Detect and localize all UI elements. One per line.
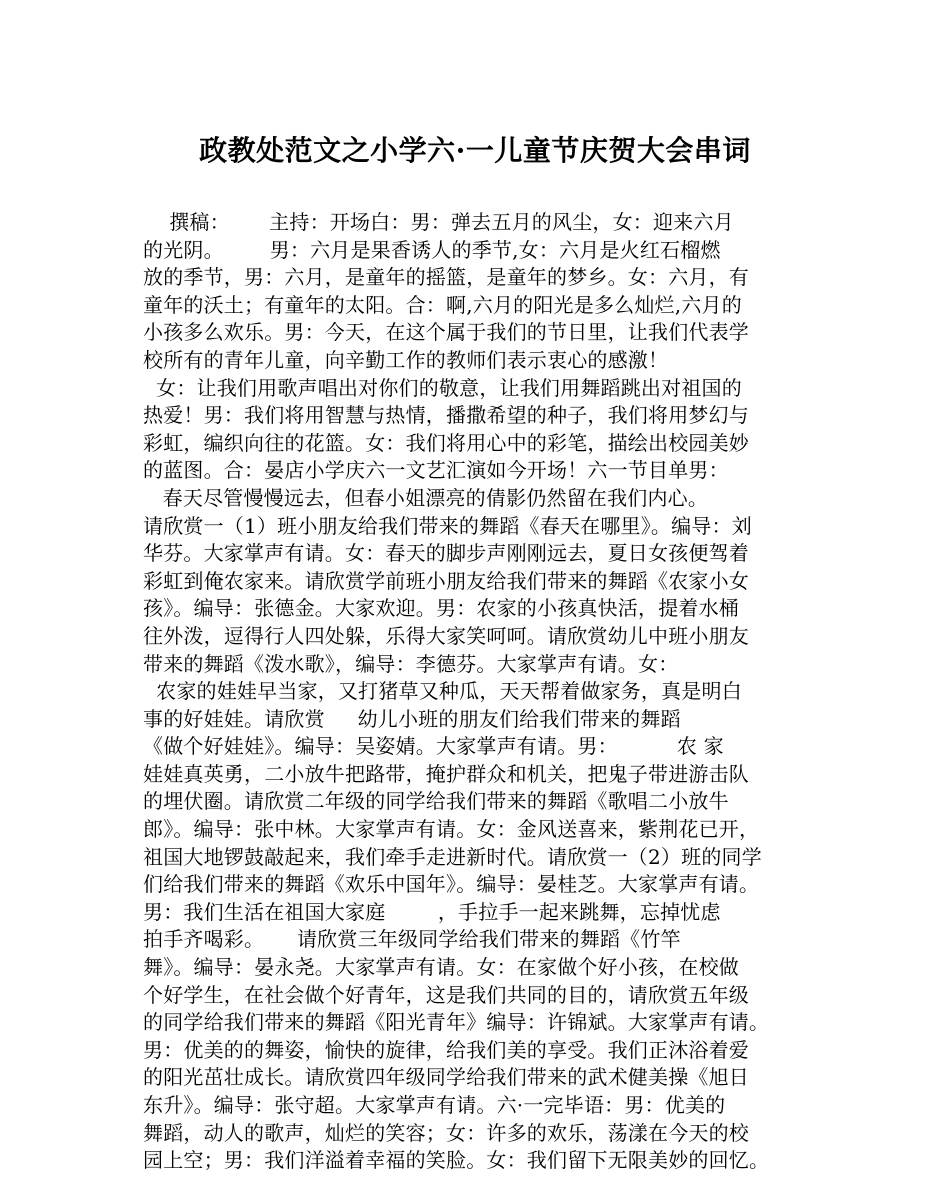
document-body: [143, 209, 823, 1175]
document-title: 政教处范文之小学六·一儿童节庆贺大会串词: [199, 134, 751, 167]
body-text-line: 郎》。编导：张中林。大家掌声有请。女：金风送喜来，紫荆花已开，: [143, 817, 760, 842]
body-text-line: 彩虹，编织向往的花篮。女：我们将用心中的彩笔，描绘出校园美妙: [143, 430, 749, 455]
body-text-line: 撰稿： 主持：开场白：男：弹去五月的风尘，女：迎来六月: [143, 210, 734, 234]
body-text-line: 舞蹈，动人的歌声，灿烂的笑容；女：许多的欢乐，荡漾在今天的校: [143, 1120, 749, 1145]
body-text-line: 舞》。编导：晏永尧。大家掌声有请。女：在家做个好小孩，在校做: [143, 955, 739, 980]
body-text-line: 农家的娃娃早当家，又打猪草又种瓜，天天帮着做家务，真是明白: [143, 679, 742, 704]
body-text-line: 放的季节，男：六月，是童年的摇篮，是童年的梦乡。女：六月，有: [143, 265, 749, 290]
body-text-line: 的蓝图。合：晏店小学庆六一文艺汇演如今开场！六一节目单男：: [143, 458, 729, 483]
body-text-line: 校所有的青年儿童，向辛勤工作的教师们表示衷心的感激！: [143, 347, 669, 372]
body-text-line: 带来的舞蹈《泼水歌》，编导：李德芬。大家掌声有请。女：: [143, 651, 679, 676]
body-text-line: 小孩多么欢乐。男：今天，在这个属于我们的节日里，让我们代表学: [143, 320, 749, 345]
body-text-line: 事的好娃娃。请欣赏 幼儿小班的朋友们给我们带来的舞蹈: [143, 706, 681, 731]
body-text-line: 男：优美的的舞姿，愉快的旋律，给我们美的享受。我们正沐浴着爱: [143, 1037, 749, 1062]
body-text-line: 祖国大地锣鼓敲起来，我们牵手走进新时代。请欣赏一（2）班的同学: [143, 844, 762, 869]
body-text-line: 东升》。编导：张守超。大家掌声有请。六·一完毕语：男：优美的: [143, 1093, 726, 1117]
body-text-line: 孩》。编导：张德金。大家欢迎。男：农家的小孩真快活，提着水桶: [143, 596, 739, 621]
body-text-line: 童年的沃土；有童年的太阳。合：啊,六月的阳光是多么灿烂,六月的: [143, 292, 742, 317]
body-text-line: 华芬。大家掌声有请。女：春天的脚步声刚刚远去，夏日女孩便驾着: [143, 541, 749, 566]
body-text-line: 女：让我们用歌声唱出对你们的敬意，让我们用舞蹈跳出对祖国的: [143, 375, 742, 400]
body-text-line: 请欣赏一（1）班小朋友给我们带来的舞蹈《春天在哪里》。编导：刘: [143, 513, 752, 538]
body-text-line: 热爱！男：我们将用智慧与热情，播撒希望的种子，我们将用梦幻与: [143, 403, 749, 428]
body-text-line: 园上空；男：我们洋溢着幸福的笑脸。女：我们留下无限美妙的回忆。: [143, 1148, 770, 1173]
body-text-line: 个好学生，在社会做个好青年，这是我们共同的目的，请欣赏五年级: [143, 982, 749, 1007]
body-text-line: 的光阴。 男：六月是果香诱人的季节,女：六月是火红石榴燃: [143, 237, 721, 262]
body-text-line: 男：我们生活在祖国大家庭 ，手拉手一起来跳舞，忘掉忧虑: [143, 899, 721, 924]
body-text-line: 的同学给我们带来的舞蹈《阳光青年》编导：许锦斌。大家掌声有请。: [143, 1010, 770, 1035]
body-text-line: 们给我们带来的舞蹈《欢乐中国年》。编导：晏桂芝。大家掌声有请。: [143, 872, 760, 897]
body-text-line: 往外泼，逗得行人四处躲，乐得大家笑呵呵。请欣赏幼儿中班小朋友: [143, 623, 749, 648]
body-text-line: 的埋伏圈。请欣赏二年级的同学给我们带来的舞蹈《歌唱二小放牛: [143, 789, 729, 814]
body-text-line: 彩虹到俺农家来。请欣赏学前班小朋友给我们带来的舞蹈《农家小女: [143, 568, 749, 593]
body-text-line: 娃娃真英勇，二小放牛把路带，掩护群众和机关，把鬼子带进游击队: [143, 761, 749, 786]
body-text-line: 的阳光茁壮成长。请欣赏四年级同学给我们带来的武术健美操《旭日: [143, 1065, 749, 1090]
body-text-line: 《做个好娃娃》。编导：吴姿婧。大家掌声有请。男： 农 家: [143, 734, 724, 759]
body-text-line: 拍手齐喝彩。 请欣赏三年级同学给我们带来的舞蹈《竹竿: [143, 927, 681, 952]
body-text-line: 春天尽管慢慢远去，但春小姐漂亮的倩影仍然留在我们内心。: [143, 485, 709, 510]
